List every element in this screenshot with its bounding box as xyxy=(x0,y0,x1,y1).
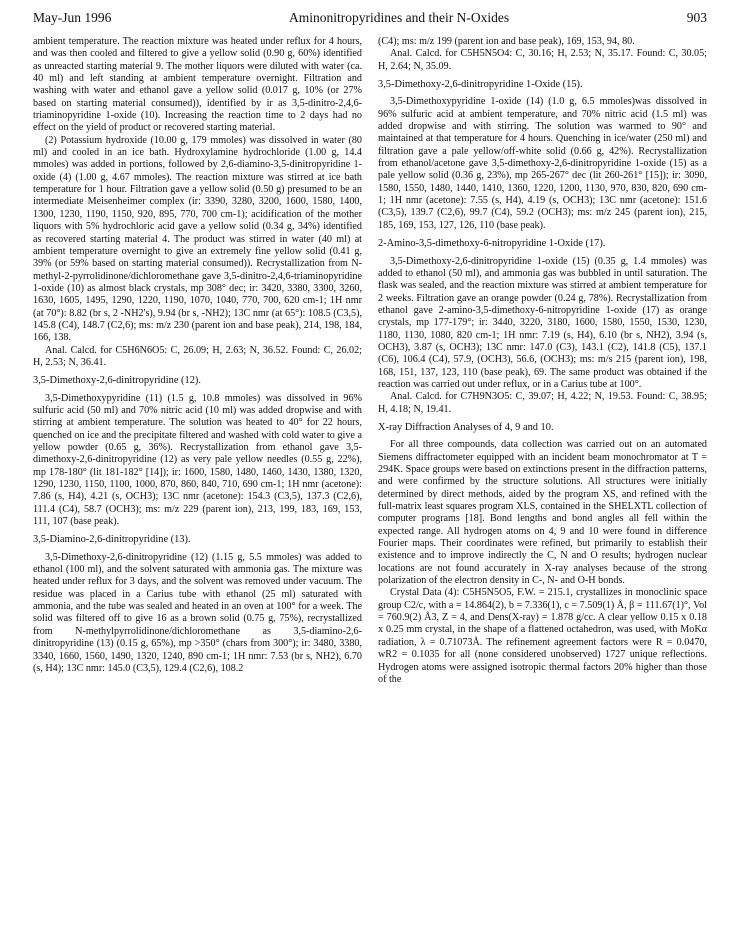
paragraph: Crystal Data (4): C5H5N5O5, F.W. = 215.1, crystallizes in monoclinic space group C2/c, with a = 14.864(2), b = 7.336(1), c = 7.509(1) Å, β = 111.67(1)°, Vol = 760.9(2) Å3, Z = 4, and Dens(X-ray) = 1.878 g/cc. A clear yellow 0.15 x 0.18 x 0.25 mm crystal, in the shape of a flattened octahedron, was used, with MoKα radiation, λ = 0.71073Å. The refinement agreement factors were R = 0.0470, wR2 = 0.1035 for all (none considered unobserved) 1727 unique reflections. Hydrogen atoms were assigned isotropic thermal factors 20% higher than those of the xyxy=(378,587,707,685)
paragraph: (2) Potassium hydroxide (10.00 g, 179 mmoles) was dissolved in water (80 ml) and cooled in an ice bath. Hydroxylamine hydrochloride (1.00 g, 14.4 mmoles) was added in portions, followed by 2,6-diamino-3,5-dinitropyridine 1-oxide (4) (1.00 g, 4.67 mmoles). The reaction mixture was stirred at ice bath temperature for 1 hour. Filtration gave a yellow solid (0.50 g) presumed to be an intermediate Meisenheimer complex (ir: 3390, 3280, 3200, 1600, 1580, 1400, 1300, 1230, 1190, 1150, 920, 895, 770, 700 cm-1); acidification of the mother liquors with 5% hydrochloric acid gave a yellow solid (0.34 g, 34%) identified as recovered starting material 4. The product was stirred in water (40 ml) at ambient temperature overnight to give an extremely fine yellow solid (0.41 g, 39% (or 59% based on starting material consumed)). Recrystallization from N-methyl-2-pyrrolidinone/dichloromethane gave 3,5-dinitro-2,4,6-triaminopyridine 1-oxide (10) as almost black crystals, mp 308° dec; ir: 3420, 3380, 3300, 3260, 1630, 1605, 1495, 1290, 1220, 1190, 1070, 1040, 770, 700, 620 cm-1; 1H nmr (at 70°): 8.82 (br s, 2 -NH2's), 9.94 (br s, -NH2); 13C nmr (at 65°): 108.5 (C3,5), 145.8 (C4), 148.7 (C2,6); ms: m/z 230 (parent ion and base peak), 214, 198, 184, 166, 138. xyxy=(33,134,362,344)
section-heading: 3,5-Dimethoxy-2,6-dinitropyridine (12). xyxy=(33,375,201,387)
paragraph: 3,5-Dimethoxypyridine (11) (1.5 g, 10.8 mmoles) was dissolved in 96% sulfuric acid (50 ml) and 70% nitric acid (10 ml) was added dropwise and with stirring at ambient temperature. The solution was heated to 40° for 22 hours, quenched on ice and the precipitate filtered and washed with cold water to give a yellow powder (0.65 g, 36%). Recrystallization from ethanol gave 3,5-dimethoxy-2,6-dinitropyridine (12) as very pale yellow needles (0.55 g, 22%), mp 178-180° (lit 181-182° [14]); ir: 1600, 1580, 1480, 1460, 1430, 1380, 1320, 1290, 1230, 1150, 1100, 1000, 870, 860, 840, 710, 690 cm-1; 1H nmr (acetone): 7.86 (s, H4), 4.21 (s, OCH3); 13C nmr (acetone): 154.3 (C3,5), 137.3 (C2,6), 111.4 (C4), 58.7 (OCH3); ms: m/z 229 (parent ion), 213, 199, 183, 169, 153, 111, 107 (base peak). xyxy=(33,392,362,528)
paragraph-continued: (C4); ms: m/z 199 (parent ion and base peak), 169, 153, 94, 80. xyxy=(378,36,635,47)
elemental-analysis: Anal. Calcd. for C5H5N5O4: C, 30.16; H, 2.53; N, 35.17. Found: C, 30.05; H, 2.64; N, 35.09. xyxy=(378,48,707,72)
right-column xyxy=(378,36,707,686)
elemental-analysis: Anal. Calcd. for C5H6N6O5: C, 26.09; H, 2.63; N, 36.52. Found: C, 26.02; H, 2.53; N, 36.41. xyxy=(33,344,362,368)
paragraph-continued: ambient temperature. The reaction mixture was heated under reflux for 4 hours, and was then cooled and filtered to give a yellow solid (0.90 g, 60%) identified as unreacted starting material 9. The mother liquors were diluted with water (ca. 40 ml) and left standing at ambient temperature overnight. Filtration and washing with water and ethanol gave a yellow solid (0.017 g, 10% (or 27% based on starting material consumed)), identified by ir as 3,5-dinitro-2,4,6-triaminopyridine 1-oxide (10). Increasing the reaction time to 2 days had no effect on the yield of product or recovered starting material. xyxy=(33,36,362,134)
paragraph: 3,5-Dimethoxy-2,6-dinitropyridine 1-oxide (15) (0.35 g, 1.4 mmoles) was added to ethanol (50 ml), and ammonia gas was bubbled in until saturation. The flask was sealed, and the reaction mixture was stirred at ambient temperature for 2 weeks. Filtration gave an orange powder (0.24 g, 78%). Recrystallization from ethanol gave 2-amino-3,5-dimethoxy-6-nitropyridine 1-oxide (17) as orange crystals, mp 177-179°; ir: 3440, 3220, 3180, 1600, 1580, 1550, 1530, 1230, 1180, 1130, 1080, 820 cm-1; 1H nmr: 7.19 (s, H4), 6.10 (br s, NH2), 3.94 (s, OCH3), 3.87 (s, OCH3); 13C nmr: 147.0 (C3), 143.1 (C2), 141.8 (C5), 137.1 (C6), 106.4 (C4), 57.9, (OCH3), 56.6, (OCH3); ms: m/s 215 (parent ion), 198, 168, 151, 137, 123, 110 (base peak), 69. The same product was obtained if the reaction was carried out under reflux, or in a Carius tube at 100°. xyxy=(378,255,707,390)
page-number: 903 xyxy=(686,10,707,25)
section-heading: 3,5-Dimethoxy-2,6-dinitropyridine 1-Oxide (15). xyxy=(378,79,583,91)
paragraph: 3,5-Dimethoxy-2,6-dinitropyridine (12) (1.15 g, 5.5 mmoles) was added to ethanol (100 ml), and the solvent saturated with ammonia gas. The mixture was heated under reflux for 3 days, and the solvent was removed under vacuum. The residue was placed in a Carius tube with ethanol (25 ml) saturated with ammonia, and the tube was sealed and heated in an oven at 100° for a week. The solid was filtered off to give 16 as a brown solid (0.75 g, 75%), recrystallized from N-methylpyrrolidinone/dichloromethane as 3,5-diamino-2,6-dinitropyridine (13) (0.15 g, 65%), mp >350° (chars from 300°); ir: 3480, 3380, 3340, 1660, 1560, 1490, 1320, 1240, 890 cm-1; 1H nmr: 7.53 (br s, NH2), 6.70 (s, H4); 13C nmr: 145.0 (C3,5), 129.4 (C2,6), 108.2 xyxy=(33,551,362,674)
issue-date: May-Jun 1996 xyxy=(33,10,112,25)
elemental-analysis: Anal. Calcd. for C7H9N3O5: C, 39.07; H, 4.22; N, 19.53. Found: C, 38.95; H, 4.18; N, 19.41. xyxy=(378,391,707,415)
section-heading: 3,5-Diamino-2,6-dinitropyridine (13). xyxy=(33,534,191,546)
paragraph: 3,5-Dimethoxypyridine 1-oxide (14) (1.0 g, 6.5 mmoles)was dissolved in 96% sulfuric acid at ambient temperature, and 70% nitric acid (1.5 ml) was added dropwise and with stirring. The solution was warmed to 90° and maintained at that temperature for 4 hours. Quenching in ice/water (250 ml) and filtration gave a pale yellow/off-white solid (0.66 g, 42%). Recrystallization from ethanol/acetone gave 3,5-dimethoxy-2,6-dinitropyridine 1-oxide (15) as a pale yellow solid (0.36 g, 23%), mp 265-267° dec (lit 260-261° [15]); ir: 3090, 1580, 1550, 1480, 1440, 1410, 1360, 1220, 1200, 1130, 970, 830, 820, 690 cm-1; 1H nmr (acetone): 7.55 (s, H4), 4.19 (s, OCH3); 13C nmr (acetone): 151.6 (C3,5), 139.7 (C2,6), 99.7 (C4), 59.2 (OCH3); ms: m/z 245 (parent ion), 215, 185, 169, 153, 127, 126, 110 (base peak). xyxy=(378,96,707,231)
section-heading: 2-Amino-3,5-dimethoxy-6-nitropyridine 1-Oxide (17). xyxy=(378,238,606,250)
left-column xyxy=(33,36,362,686)
section-heading: X-ray Diffraction Analyses of 4, 9 and 10. xyxy=(378,421,554,433)
running-title: Aminonitropyridines and their N-Oxides xyxy=(289,10,510,25)
running-header xyxy=(33,10,707,30)
two-column-body xyxy=(33,36,707,686)
paragraph: For all three compounds, data collection was carried out on an automated Siemens diffractometer equipped with an incident beam monochromator at T = 294K. Space groups were based on extinctions present in the diffraction patterns, and were confirmed by the structure solutions. All structures were initially determined by direct methods, aided by the program XS, and refined with the full-matrix least squares program XLS, contained in the SHELXTL collection of computer programs [18]. Bond lengths and bond angles all fell within the expected range. All hydrogen atoms on 4, 9 and 10 were found in difference Fourier maps. Their coordinates were refined, but primarily to establish their existence and to improve indirectly the C, N and O results; hydrogen nuclear locations are not found accurately in X-ray analyses because of the strong polarization of the electron density in C-, N- and O-H bonds. xyxy=(378,439,707,587)
